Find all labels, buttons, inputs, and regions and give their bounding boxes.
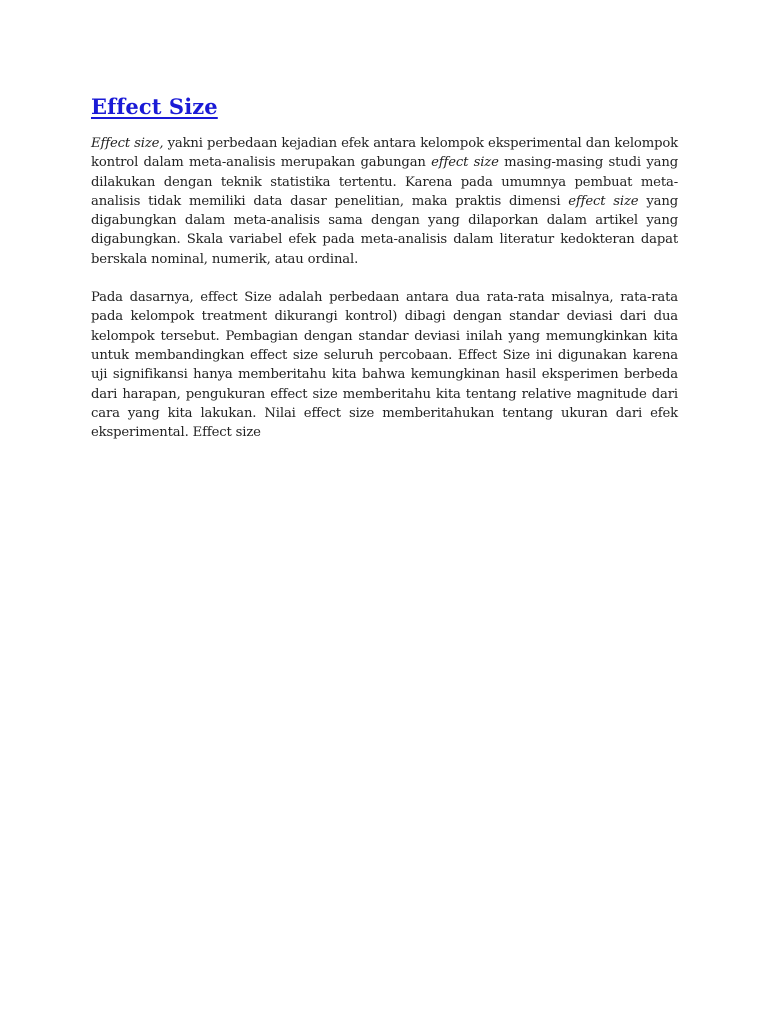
italic-term: Effect size, [91, 136, 164, 151]
paragraph-text: masing-masing studi yang dilakukan dengan teknik statistika tertentu. Karena pada umumnya pembuat meta-analisis tidak memiliki data dasar penelitian, maka praktis dimensi [91, 155, 678, 209]
paragraph-text: yang digabungkan dalam meta-analisis sama dengan yang dilaporkan dalam artikel yang digabungkan. Skala variabel efek pada meta-analisis dalam literatur kedokteran dapat berskala nominal, numerik, atau ordinal. [91, 193, 678, 267]
paragraph-effect-size-definition [91, 134, 678, 269]
italic-term: effect size [431, 155, 499, 171]
paragraph-effect-size-explanation: Pada dasarnya, effect Size adalah perbedaan antara dua rata-rata misalnya, rata-rata pada kelompok treatment dikurangi kontrol) dibagi dengan standar deviasi dari dua kelompok tersebut. Pembagian dengan standar deviasi inilah yang memungkinkan kita untuk membandingkan effect size seluruh percobaan. Effect Size ini digunakan karena uji signifikansi hanya memberitahu kita bahwa kemungkinan hasil eksperimen berbeda dari harapan, pengukuran effect size memberitahu kita tentang relative magnitude dari cara yang kita lakukan. Nilai effect size memberitahukan tentang ukuran dari efek eksperimental. Effect size [91, 290, 678, 441]
page-title[interactable]: Effect Size [91, 94, 218, 119]
document-body [91, 94, 678, 442]
italic-term: effect size [568, 193, 639, 209]
paragraph-text: yakni perbedaan kejadian efek antara kelompok eksperimental dan kelompok kontrol dalam meta-analisis merupakan gabungan [91, 136, 678, 171]
